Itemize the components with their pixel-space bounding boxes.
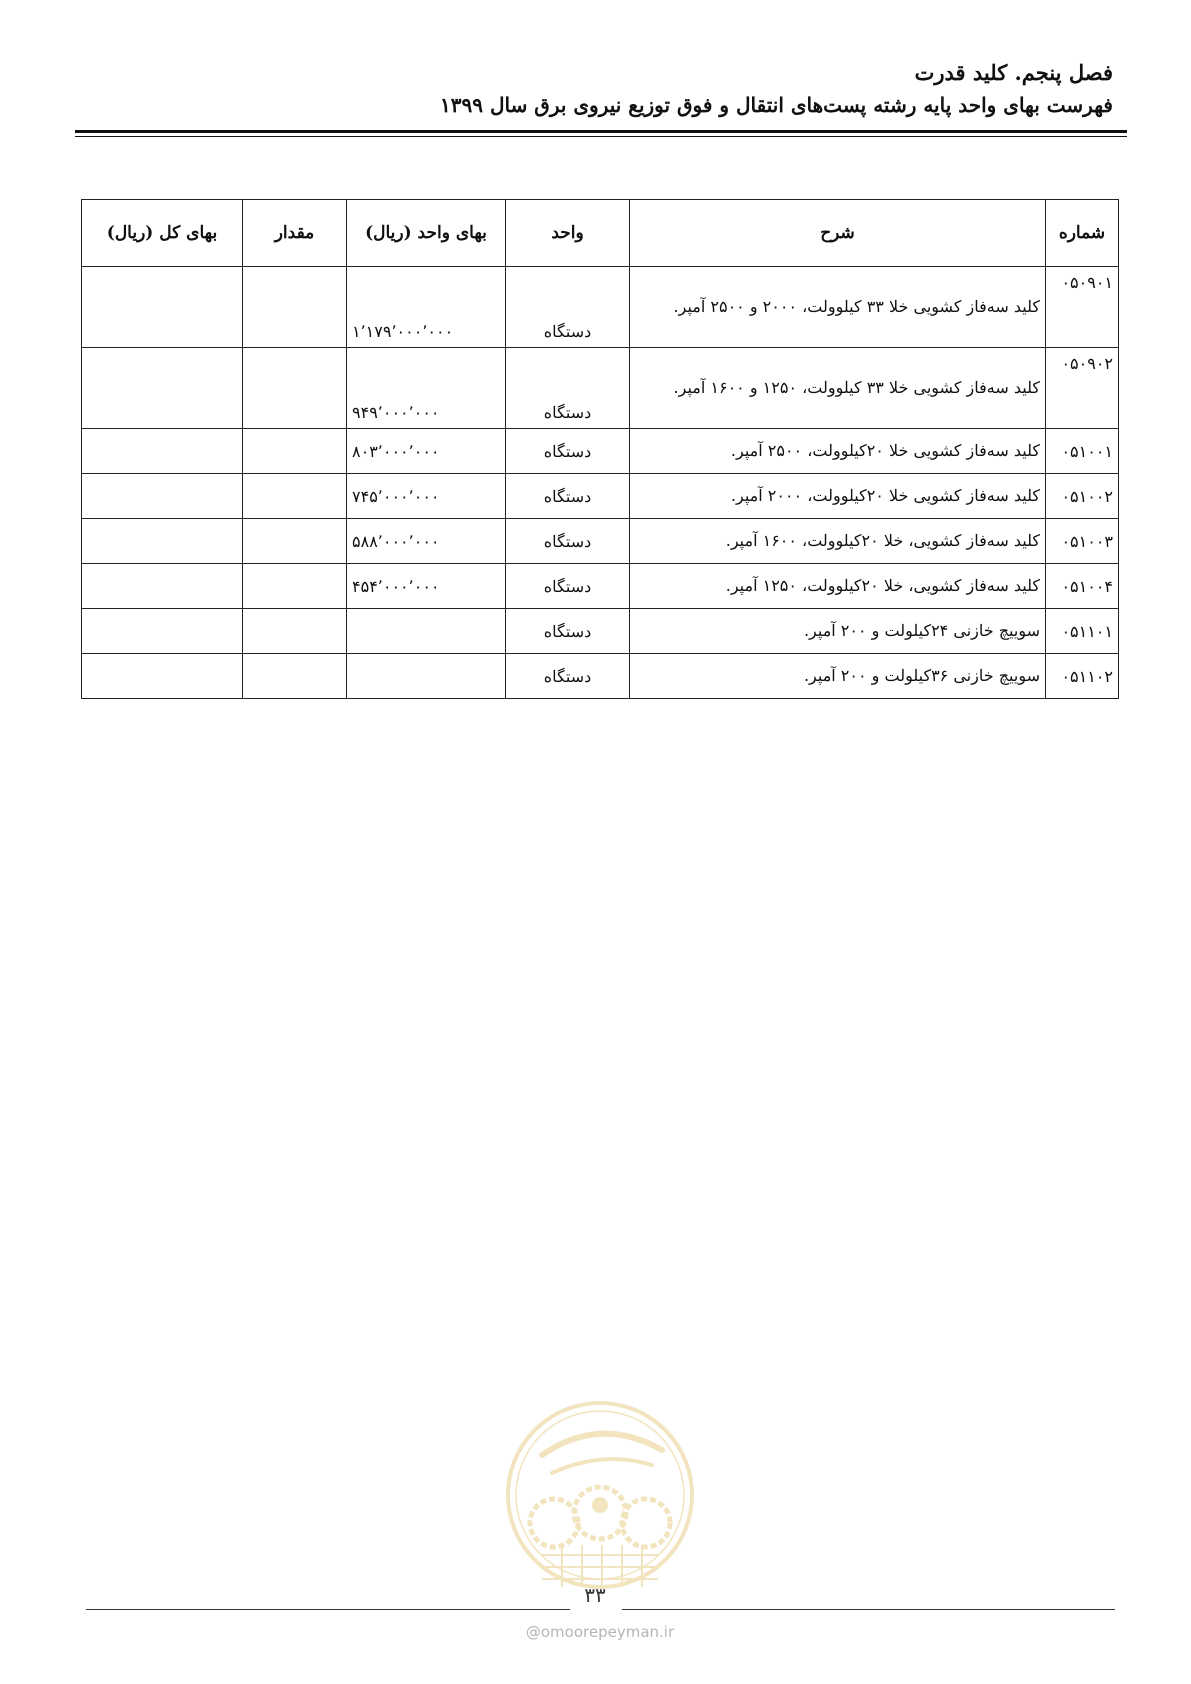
item-number: ۰۵۰۹۰۱ (1046, 267, 1119, 348)
header-total: بهای کل (ریال) (82, 200, 243, 267)
item-total (82, 474, 243, 519)
item-description: کلید سه‌فاز کشویی خلا ۲۰کیلوولت، ۲۰۰۰ آمپر. (630, 474, 1046, 519)
item-unit-price: ۴۵۴٬۰۰۰٬۰۰۰ (347, 564, 506, 609)
table-row (82, 348, 1119, 429)
header-unit-price: بهای واحد (ریال) (347, 200, 506, 267)
table-row (82, 609, 1119, 654)
item-total (82, 654, 243, 699)
item-quantity (243, 267, 347, 348)
item-unit-price (347, 609, 506, 654)
website-watermark: @omoorepeyman.ir (525, 1623, 675, 1641)
item-unit-price: ۱٬۱۷۹٬۰۰۰٬۰۰۰ (347, 267, 506, 348)
watermark-logo (502, 1395, 698, 1605)
document-subtitle: فهرست بهای واحد پایه رشته پست‌های انتقال و فوق توزیع نیروی برق سال ۱۳۹۹ (440, 93, 1113, 117)
item-number: ۰۵۱۱۰۱ (1046, 609, 1119, 654)
item-total (82, 429, 243, 474)
item-description: کلید سه‌فاز کشویی، خلا ۲۰کیلوولت، ۱۲۵۰ آمپر. (630, 564, 1046, 609)
item-quantity (243, 474, 347, 519)
item-total (82, 267, 243, 348)
item-description: کلید سه‌فاز کشویی، خلا ۲۰کیلوولت، ۱۶۰۰ آمپر. (630, 519, 1046, 564)
footer-rule-right (622, 1609, 1115, 1610)
item-unit: دستگاه (506, 519, 630, 564)
item-description: کلید سه‌فاز کشویی خلا ۲۰کیلوولت، ۲۵۰۰ آمپر. (630, 429, 1046, 474)
header-description: شرح (630, 200, 1046, 267)
page-header (73, 58, 1113, 120)
item-unit-price: ۸۰۳٬۰۰۰٬۰۰۰ (347, 429, 506, 474)
item-total (82, 564, 243, 609)
header-number: شماره (1046, 200, 1119, 267)
table-row (82, 429, 1119, 474)
item-unit: دستگاه (506, 474, 630, 519)
item-number: ۰۵۰۹۰۲ (1046, 348, 1119, 429)
item-quantity (243, 564, 347, 609)
item-quantity (243, 519, 347, 564)
item-number: ۰۵۱۰۰۱ (1046, 429, 1119, 474)
item-quantity (243, 429, 347, 474)
item-quantity (243, 654, 347, 699)
item-total (82, 519, 243, 564)
table-row (82, 474, 1119, 519)
item-description: کلید سه‌فاز کشویی خلا ۳۳ کیلوولت، ۱۲۵۰ و ۱۶۰۰ آمپر. (630, 348, 1046, 429)
table-header-row (82, 200, 1119, 267)
item-unit-price: ۹۴۹٬۰۰۰٬۰۰۰ (347, 348, 506, 429)
item-unit: دستگاه (506, 429, 630, 474)
item-unit-price (347, 654, 506, 699)
item-number: ۰۵۱۰۰۳ (1046, 519, 1119, 564)
item-unit: دستگاه (506, 609, 630, 654)
item-unit-price: ۵۸۸٬۰۰۰٬۰۰۰ (347, 519, 506, 564)
chapter-title: فصل پنجم. کلید قدرت (914, 60, 1113, 85)
item-quantity (243, 609, 347, 654)
footer-rule-left (86, 1609, 570, 1610)
item-quantity (243, 348, 347, 429)
item-total (82, 609, 243, 654)
item-total (82, 348, 243, 429)
header-rule-thin (75, 136, 1127, 137)
item-unit: دستگاه (506, 654, 630, 699)
page-number: ۳۳ (584, 1583, 606, 1607)
item-number: ۰۵۱۰۰۲ (1046, 474, 1119, 519)
item-description: سوییچ خازنی ۳۶کیلولت و ۲۰۰ آمپر. (630, 654, 1046, 699)
item-number: ۰۵۱۱۰۲ (1046, 654, 1119, 699)
item-description: سوییچ خازنی ۲۴کیلولت و ۲۰۰ آمپر. (630, 609, 1046, 654)
item-unit: دستگاه (506, 267, 630, 348)
item-description: کلید سه‌فاز کشویی خلا ۳۳ کیلوولت، ۲۰۰۰ و ۲۵۰۰ آمپر. (630, 267, 1046, 348)
item-number: ۰۵۱۰۰۴ (1046, 564, 1119, 609)
header-unit: واحد (506, 200, 630, 267)
header-quantity: مقدار (243, 200, 347, 267)
item-unit-price: ۷۴۵٬۰۰۰٬۰۰۰ (347, 474, 506, 519)
item-unit: دستگاه (506, 564, 630, 609)
table-row (82, 267, 1119, 348)
header-rule-thick (75, 130, 1127, 133)
price-table (81, 199, 1119, 699)
table-row (82, 654, 1119, 699)
table-row (82, 519, 1119, 564)
item-unit: دستگاه (506, 348, 630, 429)
table-row (82, 564, 1119, 609)
